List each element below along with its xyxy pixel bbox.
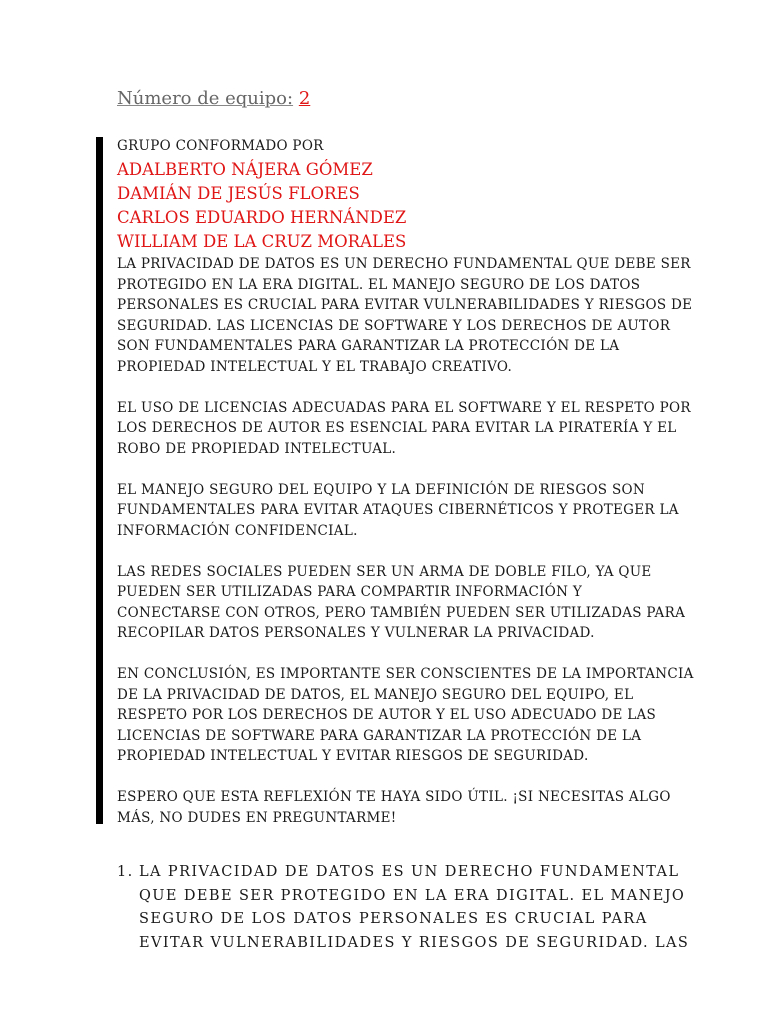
paragraph-privacy	[117, 254, 693, 377]
paragraph-line: ESPERO QUE ESTA REFLEXIÓN TE HAYA SIDO ÚTIL. ¡SI NECESITAS ALGO	[117, 789, 671, 805]
list-item-line: QUE DEBE SER PROTEGIDO EN LA ERA DIGITAL. EL MANEJO	[139, 887, 686, 904]
paragraph-line: PERSONALES ES CRUCIAL PARA EVITAR VULNERABILIDADES Y RIESGOS DE	[117, 297, 693, 313]
team-number-label: Número de equipo:	[117, 88, 294, 109]
paragraph-line: INFORMACIÓN CONFIDENCIAL.	[117, 522, 358, 539]
paragraph-equipment	[117, 480, 679, 542]
paragraph-gap	[117, 767, 657, 788]
paragraph-line: CONECTARSE CON OTROS, PERO TAMBIÉN PUEDEN SER UTILIZADAS PARA	[117, 604, 686, 621]
numbered-list	[117, 861, 690, 955]
paragraph-licenses	[117, 398, 691, 460]
member-name: ADALBERTO NÁJERA GÓMEZ	[117, 160, 373, 179]
paragraph-line: FUNDAMENTALES PARA EVITAR ATAQUES CIBERNÉTICOS Y PROTEGER LA	[117, 502, 679, 518]
team-number-value: 2	[298, 88, 311, 109]
paragraph-social-networks	[117, 562, 686, 644]
paragraph-line: EL USO DE LICENCIAS ADECUADAS PARA EL SOFTWARE Y EL RESPETO POR	[117, 399, 691, 416]
main-text-block	[117, 137, 694, 828]
list-item-line: LA PRIVACIDAD DE DATOS ES UN DERECHO FUNDAMENTAL	[139, 864, 680, 880]
list-item-line: EVITAR VULNERABILIDADES Y RIESGOS DE SEGURIDAD. LAS	[139, 934, 690, 951]
team-number-heading	[117, 88, 310, 109]
paragraph-line: ROBO DE PROPIEDAD INTELECTUAL.	[117, 440, 397, 457]
paragraph-line: LA PRIVACIDAD DE DATOS ES UN DERECHO FUNDAMENTAL QUE DEBE SER	[117, 256, 691, 272]
paragraph-conclusion	[117, 664, 694, 767]
paragraph-line: PUEDEN SER UTILIZADAS PARA COMPARTIR INFORMACIÓN Y	[117, 584, 583, 600]
paragraph-line: RECOPILAR DATOS PERSONALES Y VULNERAR LA PRIVACIDAD.	[117, 625, 595, 641]
paragraph-line: EL MANEJO SEGURO DEL EQUIPO Y LA DEFINICIÓN DE RIESGOS SON	[117, 481, 645, 498]
paragraph-line: SEGURIDAD. LAS LICENCIAS DE SOFTWARE Y LOS DERECHOS DE AUTOR	[117, 317, 671, 334]
paragraph-closing	[117, 787, 671, 828]
paragraph-gap	[117, 459, 657, 480]
paragraph-line: PROTEGIDO EN LA ERA DIGITAL. EL MANEJO SEGURO DE LOS DATOS	[117, 276, 641, 293]
member-name: WILLIAM DE LA CRUZ MORALES	[117, 232, 407, 251]
paragraph-line: PROPIEDAD INTELECTUAL Y EVITAR RIESGOS DE SEGURIDAD.	[117, 748, 589, 764]
paragraph-gap	[117, 644, 657, 665]
paragraph-line: SON FUNDAMENTALES PARA GARANTIZAR LA PROTECCIÓN DE LA	[117, 338, 620, 354]
paragraph-line: EN CONCLUSIÓN, ES IMPORTANTE SER CONSCIENTES DE LA IMPORTANCIA	[117, 666, 694, 682]
list-item	[139, 861, 690, 955]
list-marker: 1.	[117, 864, 134, 880]
member-list	[117, 158, 657, 254]
paragraph-line: LOS DERECHOS DE AUTOR ES ESENCIAL PARA EVITAR LA PIRATERÍA Y EL	[117, 420, 677, 436]
paragraph-gap	[117, 541, 657, 562]
paragraph-line: MÁS, NO DUDES EN PREGUNTARME!	[117, 809, 397, 826]
member-name: DAMIÁN DE JESÚS FLORES	[117, 184, 360, 203]
member-name: CARLOS EDUARDO HERNÁNDEZ	[117, 208, 407, 227]
paragraph-line: LICENCIAS DE SOFTWARE PARA GARANTIZAR LA PROTECCIÓN DE LA	[117, 727, 642, 744]
left-border-bar	[96, 137, 103, 824]
group-title: GRUPO CONFORMADO POR	[117, 138, 324, 154]
paragraph-line: PROPIEDAD INTELECTUAL Y EL TRABAJO CREATIVO.	[117, 358, 513, 375]
paragraph-gap	[117, 377, 657, 398]
paragraph-line: LAS REDES SOCIALES PUEDEN SER UN ARMA DE DOBLE FILO, YA QUE	[117, 563, 652, 580]
paragraph-line: DE LA PRIVACIDAD DE DATOS, EL MANEJO SEGURO DEL EQUIPO, EL	[117, 686, 634, 703]
paragraph-line: RESPETO POR LOS DERECHOS DE AUTOR Y EL USO ADECUADO DE LAS	[117, 707, 657, 723]
list-item-line: SEGURO DE LOS DATOS PERSONALES ES CRUCIAL PARA	[139, 911, 648, 927]
